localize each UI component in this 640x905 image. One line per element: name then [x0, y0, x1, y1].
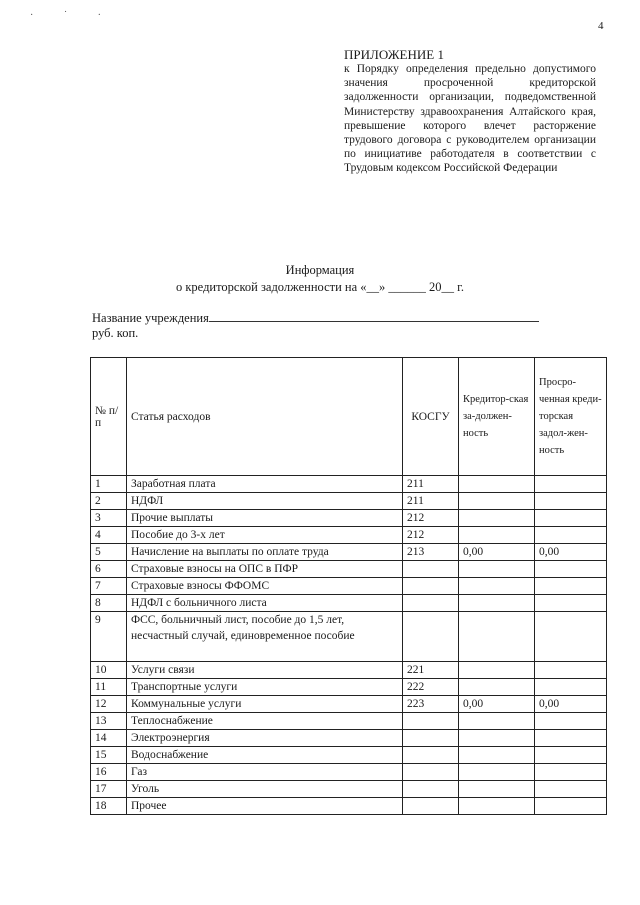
document-title: [0, 262, 640, 296]
cell-credit: 0,00: [459, 544, 535, 561]
cell-item: Коммунальные услуги: [127, 696, 403, 713]
table-row: [91, 713, 607, 730]
cell-overdue: [535, 781, 607, 798]
header-credit: Кредитор-ская за-должен-ность: [459, 358, 535, 476]
cell-kosgu: [403, 713, 459, 730]
cell-overdue: [535, 679, 607, 696]
header-item: Статья расходов: [127, 358, 403, 476]
cell-item: Транспортные услуги: [127, 679, 403, 696]
cell-kosgu: [403, 595, 459, 612]
cell-overdue: [535, 713, 607, 730]
cell-num: 16: [91, 764, 127, 781]
cell-kosgu: 212: [403, 527, 459, 544]
cell-kosgu: [403, 561, 459, 578]
cell-num: 12: [91, 696, 127, 713]
debt-table: [90, 357, 607, 815]
cell-overdue: [535, 510, 607, 527]
cell-num: 13: [91, 713, 127, 730]
org-name-field: [92, 310, 539, 326]
title-line-1: Информация: [285, 263, 355, 277]
cell-kosgu: [403, 798, 459, 815]
cell-kosgu: 222: [403, 679, 459, 696]
cell-credit: [459, 798, 535, 815]
table-row: [91, 781, 607, 798]
title-line-2: о кредиторской задолженности на «__» ______ 20__ г.: [175, 280, 464, 294]
header-num: № п/п: [91, 358, 127, 476]
table-row: [91, 730, 607, 747]
cell-kosgu: [403, 781, 459, 798]
cell-credit: [459, 561, 535, 578]
cell-overdue: [535, 612, 607, 662]
cell-overdue: [535, 764, 607, 781]
cell-credit: [459, 476, 535, 493]
org-name-underline: [209, 310, 539, 322]
table-row: [91, 612, 607, 662]
cell-num: 2: [91, 493, 127, 510]
scan-specks: · ˙ ·: [30, 10, 115, 21]
cell-item: Пособие до 3-х лет: [127, 527, 403, 544]
table-row: [91, 578, 607, 595]
cell-credit: [459, 510, 535, 527]
table-row: [91, 662, 607, 679]
cell-num: 9: [91, 612, 127, 662]
cell-item: ФСС, больничный лист, пособие до 1,5 лет, несчастный случай, единовременное пособие: [127, 612, 403, 662]
cell-credit: [459, 679, 535, 696]
cell-item: Заработная плата: [127, 476, 403, 493]
cell-num: 6: [91, 561, 127, 578]
cell-num: 1: [91, 476, 127, 493]
cell-num: 8: [91, 595, 127, 612]
table-row: [91, 493, 607, 510]
cell-overdue: 0,00: [535, 696, 607, 713]
cell-item: Прочее: [127, 798, 403, 815]
table-row: [91, 595, 607, 612]
table-row: [91, 679, 607, 696]
table-row: [91, 510, 607, 527]
cell-item: Теплоснабжение: [127, 713, 403, 730]
cell-credit: [459, 493, 535, 510]
cell-num: 4: [91, 527, 127, 544]
cell-item: Страховые взносы ФФОМС: [127, 578, 403, 595]
cell-credit: 0,00: [459, 696, 535, 713]
cell-kosgu: [403, 747, 459, 764]
header-kosgu: КОСГУ: [403, 358, 459, 476]
cell-credit: [459, 747, 535, 764]
cell-credit: [459, 764, 535, 781]
appendix-block: [344, 48, 596, 176]
cell-kosgu: [403, 578, 459, 595]
cell-kosgu: 223: [403, 696, 459, 713]
cell-num: 15: [91, 747, 127, 764]
units-label: руб. коп.: [92, 326, 139, 340]
cell-num: 5: [91, 544, 127, 561]
table-row: [91, 696, 607, 713]
table-row: [91, 544, 607, 561]
cell-credit: [459, 662, 535, 679]
cell-overdue: [535, 578, 607, 595]
cell-item: Водоснабжение: [127, 747, 403, 764]
table-row: [91, 561, 607, 578]
table-row: [91, 747, 607, 764]
cell-item: Страховые взносы на ОПС в ПФР: [127, 561, 403, 578]
cell-item: Начисление на выплаты по оплате труда: [127, 544, 403, 561]
cell-num: 14: [91, 730, 127, 747]
cell-overdue: 0,00: [535, 544, 607, 561]
table-row: [91, 476, 607, 493]
cell-kosgu: [403, 730, 459, 747]
cell-item: Услуги связи: [127, 662, 403, 679]
cell-kosgu: [403, 612, 459, 662]
table-row: [91, 764, 607, 781]
cell-credit: [459, 527, 535, 544]
cell-item: НДФЛ с больничного листа: [127, 595, 403, 612]
appendix-heading: ПРИЛОЖЕНИЕ 1: [344, 47, 444, 62]
cell-overdue: [535, 595, 607, 612]
cell-credit: [459, 713, 535, 730]
cell-overdue: [535, 798, 607, 815]
cell-overdue: [535, 561, 607, 578]
cell-credit: [459, 578, 535, 595]
cell-num: 10: [91, 662, 127, 679]
org-name-label: Название учреждения: [92, 311, 209, 325]
cell-overdue: [535, 662, 607, 679]
header-overdue: Просро-ченная креди-торская задол-жен-ность: [535, 358, 607, 476]
appendix-text: к Порядку определения предельно допустимого значения просроченной кредиторской задолженности организации, подведомственной Министерству здравоохранения Алтайского края, превышение которого влечет расторжение трудового договора с руководителем организации по инициативе работодателя в соответствии с Трудовым кодексом Российской Федерации: [344, 63, 596, 175]
table-row: [91, 527, 607, 544]
cell-num: 11: [91, 679, 127, 696]
cell-overdue: [535, 730, 607, 747]
cell-kosgu: 221: [403, 662, 459, 679]
cell-num: 7: [91, 578, 127, 595]
cell-credit: [459, 595, 535, 612]
cell-credit: [459, 781, 535, 798]
cell-credit: [459, 612, 535, 662]
cell-overdue: [535, 747, 607, 764]
cell-kosgu: [403, 764, 459, 781]
cell-overdue: [535, 527, 607, 544]
cell-num: 3: [91, 510, 127, 527]
cell-item: Электроэнергия: [127, 730, 403, 747]
cell-overdue: [535, 476, 607, 493]
cell-item: Уголь: [127, 781, 403, 798]
cell-overdue: [535, 493, 607, 510]
table-row: [91, 798, 607, 815]
cell-num: 18: [91, 798, 127, 815]
cell-kosgu: 211: [403, 493, 459, 510]
cell-num: 17: [91, 781, 127, 798]
cell-item: Прочие выплаты: [127, 510, 403, 527]
cell-kosgu: 213: [403, 544, 459, 561]
cell-kosgu: 212: [403, 510, 459, 527]
cell-item: НДФЛ: [127, 493, 403, 510]
page-number: 4: [598, 20, 604, 32]
cell-credit: [459, 730, 535, 747]
cell-kosgu: 211: [403, 476, 459, 493]
table-header-row: [91, 358, 607, 476]
cell-item: Газ: [127, 764, 403, 781]
